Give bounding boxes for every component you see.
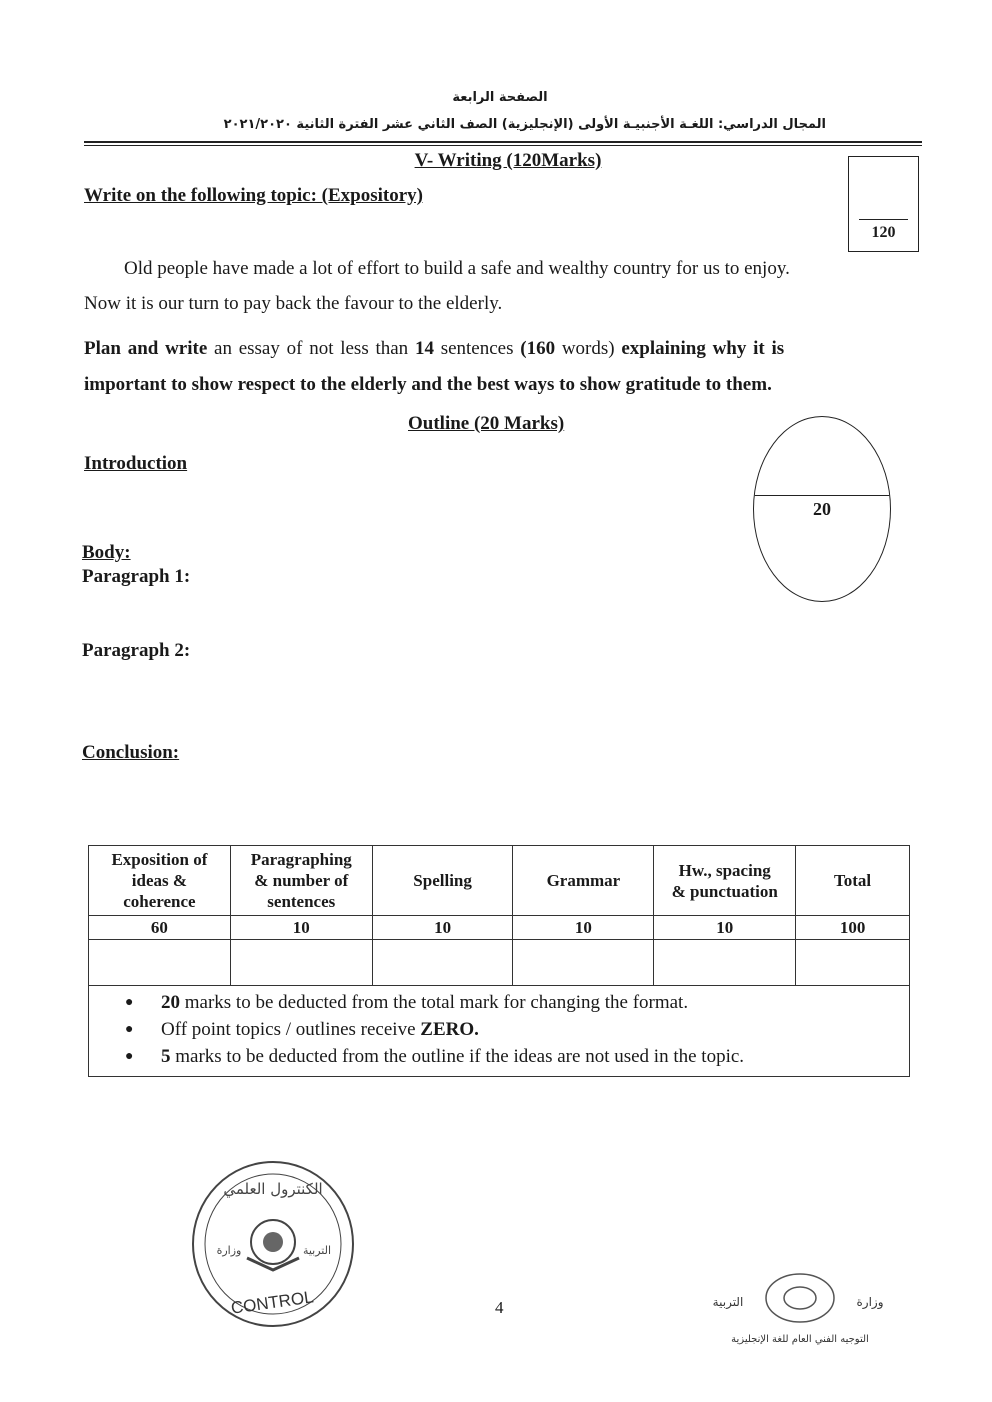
paragraph-2-label: Paragraph 2: — [82, 640, 191, 661]
body-label: Body: — [82, 542, 131, 563]
logo-caption-arabic: التوجيه الفني العام للغة الإنجليزية — [731, 1334, 869, 1345]
rubric-header-row — [89, 846, 910, 916]
task-rest-line-2: important to show respect to the elderly and the best ways to show gratitude to them. — [84, 374, 772, 395]
header-total: Total — [796, 846, 910, 916]
task-mid-2: sentences — [433, 338, 521, 359]
score-cell[interactable] — [89, 940, 231, 986]
header-rule-top — [84, 141, 922, 143]
bullet-icon: ● — [125, 1049, 134, 1064]
value-cell: 10 — [654, 916, 796, 940]
header-text: & number of — [254, 871, 349, 890]
header-text: coherence — [123, 892, 196, 911]
header-paragraphing — [230, 846, 372, 916]
task-mid-3: words) — [555, 338, 622, 359]
outline-mark: 20 — [813, 499, 831, 519]
header-text: & punctuation — [671, 881, 778, 901]
bullet-icon: ● — [125, 1022, 134, 1037]
page-label-arabic: الصفحة الرابعة — [452, 90, 548, 105]
score-cell[interactable] — [513, 940, 654, 986]
task-line-1 — [84, 338, 920, 360]
score-cell[interactable] — [230, 940, 372, 986]
prompt-line-2: Now it is our turn to pay back the favour to the elderly. — [84, 293, 503, 314]
marking-rubric-table — [88, 845, 910, 986]
note-text: marks to be deducted from the outline if the ideas are not used in the topic. — [170, 1046, 745, 1067]
note-number: 20 — [161, 992, 180, 1013]
score-cell[interactable] — [654, 940, 796, 986]
introduction-label: Introduction — [84, 453, 188, 474]
header-exposition — [89, 846, 231, 916]
prompt-line-1: Old people have made a lot of effort to build a safe and wealthy country for us to enjoy. — [124, 258, 790, 279]
header-text: Exposition of — [111, 850, 208, 869]
logo-arabic-right: وزارة — [856, 1295, 884, 1309]
paragraph-1-label: Paragraph 1: — [82, 566, 191, 587]
page-number: 4 — [495, 1298, 504, 1317]
logo-arabic-left: التربية — [712, 1295, 744, 1309]
task-rest-line-1: explaining why it is — [621, 338, 785, 359]
control-stamp — [189, 1158, 357, 1330]
task-word-count: (160 — [520, 338, 556, 359]
outline-title: Outline (20 Marks) — [408, 413, 565, 434]
stamp-arabic-top: الكنترول العلمي — [223, 1180, 323, 1198]
note-text: marks to be deducted from the total mark for changing the format. — [180, 992, 689, 1013]
mark-line — [859, 219, 908, 220]
rubric-notes — [88, 985, 910, 1077]
header-spelling: Spelling — [372, 846, 513, 916]
section-title: V- Writing (120Marks) — [414, 150, 602, 171]
header-text: Hw., spacing — [678, 860, 771, 880]
value-cell: 100 — [796, 916, 910, 940]
ministry-logo — [700, 1268, 900, 1348]
header-handwriting — [654, 846, 796, 916]
task-sentence-count: 14 — [414, 338, 434, 359]
task-mid-1: an essay of not less than — [207, 338, 415, 359]
note-item — [125, 1043, 909, 1070]
total-mark-box — [848, 156, 919, 252]
header-text: sentences — [267, 892, 336, 911]
value-cell: 10 — [230, 916, 372, 940]
header-grammar: Grammar — [513, 846, 654, 916]
note-item — [125, 1016, 909, 1043]
header-text: Paragraphing — [250, 850, 352, 869]
value-cell: 10 — [513, 916, 654, 940]
value-cell: 60 — [89, 916, 231, 940]
ministry-emblem-icon — [766, 1274, 834, 1322]
header-rule-bottom — [84, 145, 922, 146]
oval-divider — [754, 495, 890, 496]
stamp-arabic-right: التربية — [302, 1244, 332, 1257]
value-cell: 10 — [372, 916, 513, 940]
conclusion-label: Conclusion: — [82, 742, 180, 763]
score-cell[interactable] — [796, 940, 910, 986]
rubric-score-row — [89, 940, 910, 986]
note-text: Off point topics / outlines receive — [161, 1019, 421, 1040]
score-cell[interactable] — [372, 940, 513, 986]
total-mark: 120 — [871, 224, 896, 241]
outline-mark-oval — [753, 416, 891, 602]
rubric-values-row — [89, 916, 910, 940]
note-bold: ZERO. — [420, 1019, 479, 1040]
note-number: 5 — [161, 1046, 171, 1067]
subject-line-arabic: المجال الدراسي: اللغـة الأجنبيـة الأولى (الإنجليزية) الصف الثاني عشر الفترة الثانية ٢٠٢١/٢٠٢٠ — [223, 117, 826, 132]
stamp-arabic-left: وزارة — [216, 1244, 242, 1257]
task-start: Plan and write — [84, 338, 208, 359]
topic-heading: Write on the following topic: (Expository) — [84, 185, 423, 206]
note-item — [125, 989, 909, 1016]
header-text: ideas & — [131, 871, 188, 890]
stamp-control-text: CONTROL — [229, 1287, 315, 1318]
ministry-emblem-inner-icon — [784, 1287, 816, 1309]
bullet-icon: ● — [125, 995, 134, 1010]
emblem-center-icon — [263, 1232, 283, 1252]
